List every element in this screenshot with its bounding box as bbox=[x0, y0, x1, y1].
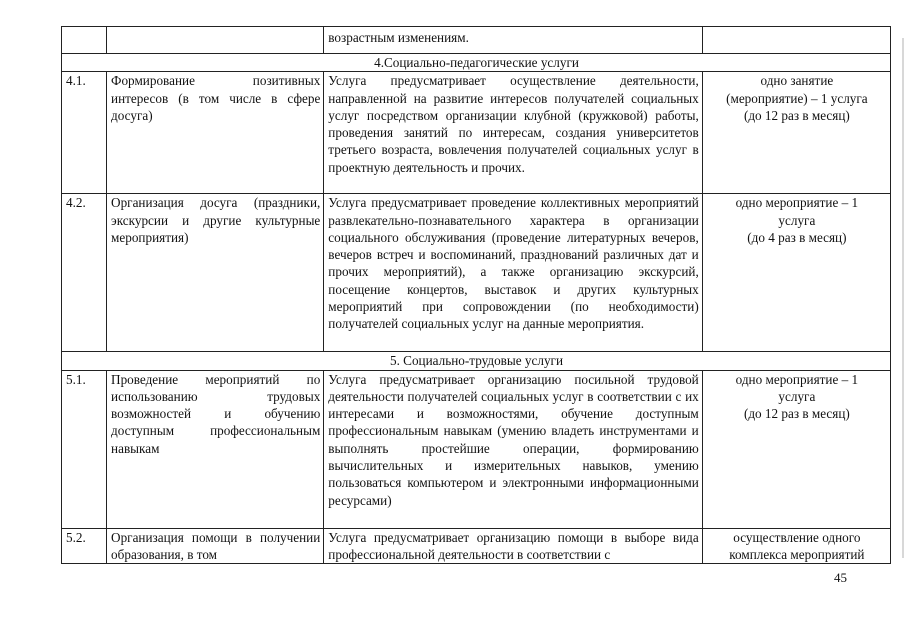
scan-edge-mark bbox=[902, 38, 904, 558]
service-name-cell: Проведение мероприятий по использованию трудовых возможностей и обучению доступным профессиональным навыкам bbox=[107, 370, 324, 528]
table-row bbox=[62, 194, 891, 352]
section-title: 5. Социально-трудовые услуги bbox=[62, 352, 891, 370]
service-name-cell bbox=[107, 27, 324, 54]
service-name-cell: Организация помощи в получении образования, в том bbox=[107, 528, 324, 564]
row-number-cell: 5.2. bbox=[62, 528, 107, 564]
table-row bbox=[62, 528, 891, 564]
service-description-cell: Услуга предусматривает организацию помощи в выборе вида профессиональной деятельности в соответствии с bbox=[324, 528, 702, 564]
table-row bbox=[62, 370, 891, 528]
service-frequency-cell: осуществление одного комплекса мероприятий bbox=[702, 528, 890, 564]
service-frequency-cell: одно занятие (мероприятие) – 1 услуга (до 12 раз в месяц) bbox=[702, 72, 890, 194]
services-table bbox=[61, 26, 891, 564]
row-number-cell: 5.1. bbox=[62, 370, 107, 528]
service-frequency-cell: одно мероприятие – 1 услуга (до 4 раз в месяц) bbox=[702, 194, 890, 352]
section-header-row bbox=[62, 352, 891, 370]
row-number-cell: 4.2. bbox=[62, 194, 107, 352]
service-description-cell: возрастным изменениям. bbox=[324, 27, 702, 54]
service-description-cell: Услуга предусматривает проведение коллективных мероприятий развлекательно-познавательного характера в организации социального обслуживания (проведение литературных вечеров, вечеров встреч и воспоминаний, празднований различных дат и прочих мероприятий), а также организацию экскурсий, посещение концертов, выставок и других культурных мероприятий при сопровождении (по необходимости) получателей социальных услуг на данные мероприятия. bbox=[324, 194, 702, 352]
service-frequency-cell: одно мероприятие – 1 услуга (до 12 раз в месяц) bbox=[702, 370, 890, 528]
section-title: 4.Социально-педагогические услуги bbox=[62, 54, 891, 72]
section-header-row bbox=[62, 54, 891, 72]
service-description-cell: Услуга предусматривает организацию посильной трудовой деятельности получателей социальных услуг в соответствии с их интересами и возможностями, обучение доступным профессиональным навыкам (умению владеть инструментами и выполнять простейшие операции, формированию вычислительных и измерительных навыков, умению пользоваться компьютером и электронными информационными ресурсами) bbox=[324, 370, 702, 528]
row-number-cell bbox=[62, 27, 107, 54]
page-number: 45 bbox=[834, 570, 847, 585]
service-name-cell: Организация досуга (праздники, экскурсии и другие культурные мероприятия) bbox=[107, 194, 324, 352]
service-name-cell: Формирование позитивных интересов (в том числе в сфере досуга) bbox=[107, 72, 324, 194]
service-frequency-cell bbox=[702, 27, 890, 54]
table-row bbox=[62, 27, 891, 54]
service-description-cell: Услуга предусматривает осуществление деятельности, направленной на развитие интересов получателей социальных услуг посредством организации клубной (кружковой) работы, проведения занятий по интересам, создания университетов третьего возраста, вовлечения получателей социальных услуг в проектную деятельность и прочих. bbox=[324, 72, 702, 194]
table-row bbox=[62, 72, 891, 194]
row-number-cell: 4.1. bbox=[62, 72, 107, 194]
